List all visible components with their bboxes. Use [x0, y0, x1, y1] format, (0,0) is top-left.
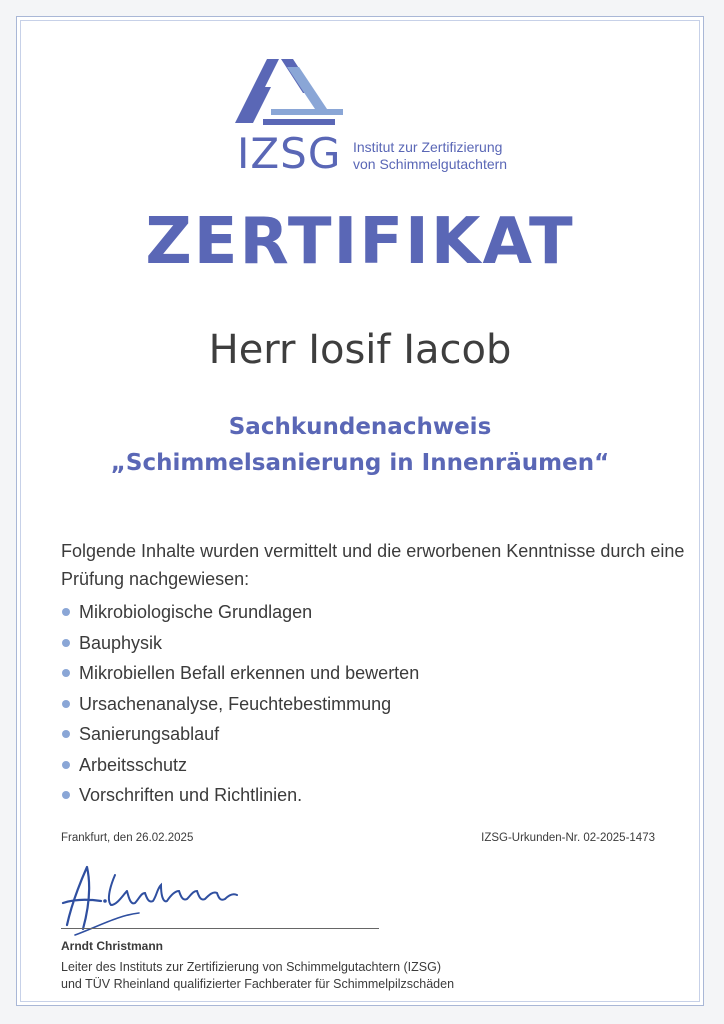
topic-label: Bauphysik — [79, 632, 163, 653]
topic-label: Mikrobiologische Grundlagen — [79, 602, 313, 622]
bullet-icon — [62, 761, 70, 769]
handwritten-signature-icon — [57, 855, 317, 945]
bullet-icon — [62, 700, 70, 708]
logo-institute-name — [353, 139, 507, 173]
signature-line — [61, 928, 379, 929]
izsg-logo-mark-icon — [227, 59, 347, 129]
list-item — [61, 597, 419, 628]
topic-label: Vorschriften und Richtlinien. — [79, 785, 303, 805]
topic-list — [61, 597, 419, 811]
logo-name-line1: Institut zur Zertifizierung — [353, 139, 503, 155]
signer-role-line2: und TÜV Rheinland qualifizierter Fachberater für Schimmelpilzschäden — [61, 977, 455, 991]
list-item — [61, 780, 419, 811]
bullet-icon — [62, 669, 70, 677]
topic-label: Mikrobiellen Befall erkennen und bewerten — [79, 663, 420, 683]
certificate-subject — [17, 409, 703, 481]
list-item — [61, 689, 419, 720]
bullet-icon — [62, 639, 70, 647]
intro-text: Folgende Inhalte wurden vermittelt und die erworbenen Kenntnisse durch eine Prüfung nachgewiesen: — [61, 541, 685, 589]
bullet-icon — [62, 791, 70, 799]
list-item — [61, 628, 419, 659]
topic-label: Ursachenanalyse, Feuchtebestimmung — [79, 693, 392, 714]
logo-abbreviation: IZSG — [237, 129, 342, 178]
signer-role — [61, 959, 661, 993]
certificate-title: ZERTIFIKAT — [145, 205, 575, 279]
list-item — [61, 658, 419, 689]
logo-name-line2: von Schimmelgutachtern — [353, 156, 508, 172]
certificate-page — [16, 16, 704, 1006]
list-item — [61, 719, 419, 750]
signer-role-line1: Leiter des Instituts zur Zertifizierung von Schimmelgutachtern (IZSG) — [61, 960, 442, 974]
topic-label: Arbeitsschutz — [79, 754, 188, 775]
signer-name: Arndt Christmann — [61, 939, 163, 953]
bullet-icon — [62, 608, 70, 616]
subject-line2: „Schimmelsanierung in Innenräumen“ — [110, 450, 610, 476]
izsg-logo — [227, 59, 527, 189]
list-item — [61, 750, 419, 781]
bullet-icon — [62, 730, 70, 738]
topic-label: Sanierungsablauf — [79, 724, 220, 744]
certificate-number: IZSG-Urkunden-Nr. 02-2025-1473 — [481, 832, 655, 844]
recipient-name: Herr Iosif Iacob — [208, 327, 512, 373]
subject-line1: Sachkundenachweis — [228, 414, 492, 440]
place-and-date: Frankfurt, den 26.02.2025 — [61, 832, 194, 844]
